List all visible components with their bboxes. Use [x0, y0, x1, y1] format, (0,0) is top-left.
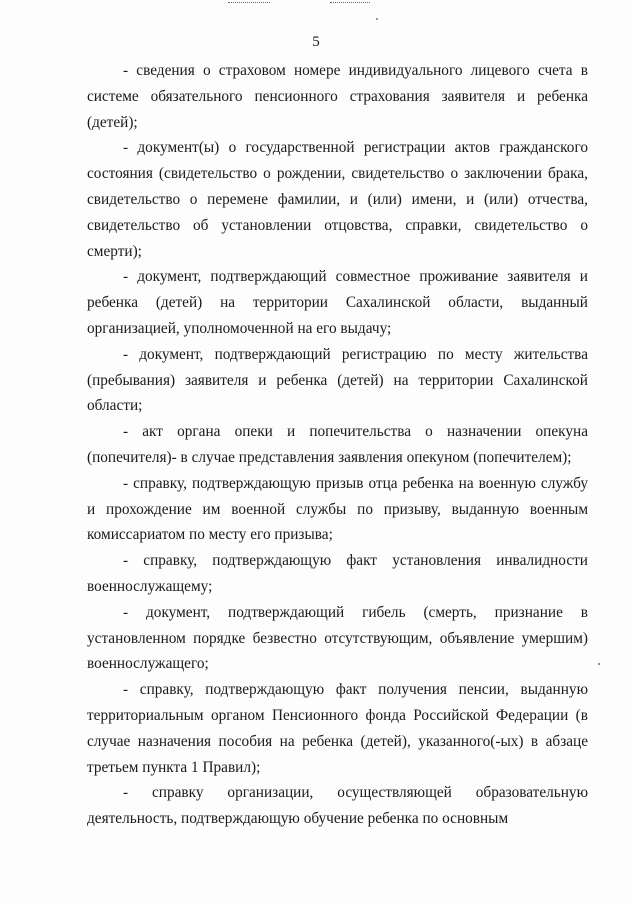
- scan-artifact: [598, 663, 600, 665]
- scan-artifact: [330, 2, 370, 13]
- paragraph-death: - документ, подтверждающий гибель (смерть, признание в установленном порядке безвестно отсутствующим, объявление умершим) военнослужащего;: [87, 603, 588, 673]
- paragraph-registration: - документ, подтверждающий регистрацию по месту жительства (пребывания) заявителя и ребенка (детей) на территории Сахалинской области;: [87, 345, 588, 415]
- paragraph-pension: - справку, подтверждающую факт получения пенсии, выданную территориальным органом Пенсионного фонда Российской Федерации (в случае назначения пособия на ребенка (детей), указанного(-ых) в абзаце третьем пункта 1 Правил);: [87, 681, 588, 776]
- paragraph-civil-registration: - документ(ы) о государственной регистрации актов гражданского состояния (свидетельство о рождении, свидетельство о заключении брака, свидетельство о перемене фамилии, и (или) имени, и (или) отчества, свидетельство об установлении отцовства, справки, свидетельство о смерти);: [87, 139, 588, 260]
- document-body: [87, 58, 588, 832]
- page-number: 5: [312, 34, 320, 50]
- scan-artifact: [376, 18, 378, 20]
- scan-artifact: [228, 2, 270, 13]
- paragraph-military-conscription: - справку, подтверждающую призыв отца ребенка на военную службу и прохождение им военной службы по призыву, выданную военным комиссариатом по месту его призыва;: [87, 474, 588, 544]
- paragraph-joint-residence: - документ, подтверждающий совместное проживание заявителя и ребенка (детей) на территории Сахалинской области, выданный организацией, уполномоченной на его выдачу;: [87, 268, 588, 337]
- paragraph-education: - справку организации, осуществляющей образовательную деятельность, подтверждающую обучение ребенка по основным: [87, 784, 588, 828]
- paragraph-guardianship-act: - акт органа опеки и попечительства о назначении опекуна (попечителя)- в случае представления заявления опекуном (попечителем);: [87, 423, 588, 466]
- paragraph-disability: - справку, подтверждающую факт установления инвалидности военнослужащему;: [87, 552, 588, 595]
- paragraph-insurance-number: - сведения о страховом номере индивидуального лицевого счета в системе обязательного пенсионного страхования заявителя и ребенка (детей);: [87, 62, 588, 131]
